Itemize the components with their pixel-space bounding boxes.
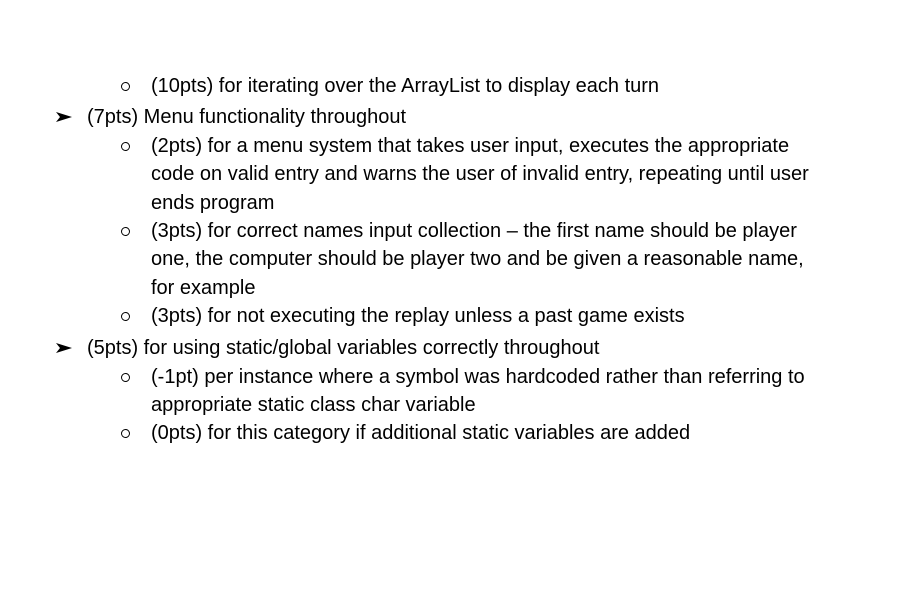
sub-item-line: (0pts) for this category if additional static variables are added (151, 422, 691, 444)
sub-item-line: (-1pt) per instance where a symbol was hardcoded rather than referring to (151, 366, 805, 388)
sub-item-line: code on valid entry and warns the user of invalid entry, repeating until user (151, 163, 809, 185)
sub-item-line: one, the computer should be player two and be given a reasonable name, (151, 248, 804, 270)
sub-item-line: ends program (151, 192, 275, 214)
sub-item-line: (3pts) for not executing the replay unless a past game exists (151, 305, 685, 327)
sub-item-line: for example (151, 277, 256, 299)
hollow-bullet-icon (121, 429, 130, 438)
sub-item-line: (2pts) for a menu system that takes user input, executes the appropriate (151, 135, 790, 157)
hollow-bullet-icon (121, 312, 130, 321)
arrowhead-bullet-icon (55, 342, 73, 354)
sub-item-line: (10pts) for iterating over the ArrayList to display each turn (151, 75, 660, 97)
item-line: (7pts) Menu functionality throughout (87, 106, 407, 128)
sub-item-line: appropriate static class char variable (151, 394, 476, 416)
hollow-bullet-icon (121, 142, 130, 151)
sub-item-line: (3pts) for correct names input collection – the first name should be player (151, 220, 797, 242)
arrowhead-bullet-icon (55, 111, 73, 123)
hollow-bullet-icon (121, 82, 130, 91)
hollow-bullet-icon (121, 227, 130, 236)
hollow-bullet-icon (121, 373, 130, 382)
item-line: (5pts) for using static/global variables correctly throughout (87, 337, 600, 359)
